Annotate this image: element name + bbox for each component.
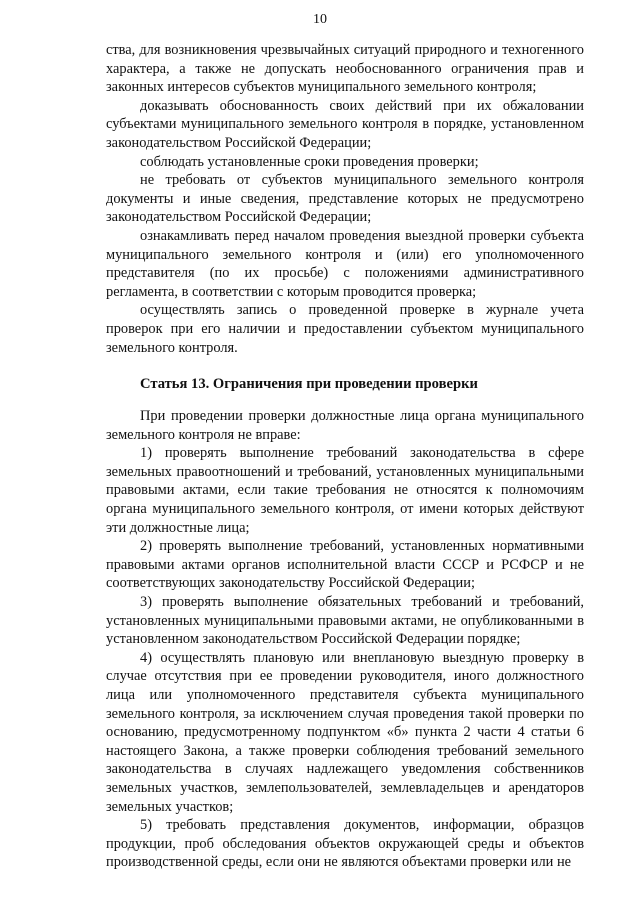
- document-body: [106, 41, 584, 872]
- paragraph-article-intro: При проведении проверки должностные лица органа муниципального земельного контроля не вправе:: [106, 408, 584, 443]
- paragraph-justify-actions: доказывать обоснованность своих действий при их обжаловании субъектами муниципального земельного контроля в порядке, установленном законодательством Российской Федерации;: [106, 97, 584, 151]
- paragraph-no-extra-documents: не требовать от субъектов муниципального земельного контроля документы и иные сведения, представление которых не предусмотрено законодательством Российской Федерации;: [106, 172, 584, 226]
- list-item-1: 1) проверять выполнение требований законодательства в сфере земельных правоотношений и требований, установленных муниципальными правовыми актами, если такие требования не относятся к полномочиям органа муниципального земельного контроля, от имени которых действуют эти должностные лица;: [106, 445, 584, 536]
- article-heading: Статья 13. Ограничения при проведении проверки: [140, 376, 478, 393]
- page-number: 10: [313, 12, 327, 27]
- paragraph-journal-record: осуществлять запись о проведенной проверке в журнале учета проверок при его наличии и предоставлении субъектом муниципального земельного контроля.: [106, 302, 584, 356]
- paragraph-familiarize-regulation: ознакамливать перед началом проведения выездной проверки субъекта муниципального земельного контроля и (или) его уполномоченного представителя (по их просьбе) с положениями административного регламента, в соответствии с которым проводится проверка;: [106, 227, 584, 300]
- list-item-5: 5) требовать представления документов, информации, образцов продукции, проб обследования объектов окружающей среды и объектов производственной среды, если они не являются объектами проверки или не: [106, 817, 584, 871]
- paragraph-observe-deadlines: соблюдать установленные сроки проведения проверки;: [140, 153, 479, 170]
- list-item-3: 3) проверять выполнение обязательных требований и требований, установленных муниципальными правовыми актами, не опубликованными в установленном законодательством Российской Федерации порядке;: [106, 594, 584, 648]
- list-item-4: 4) осуществлять плановую или внеплановую выездную проверку в случае отсутствия при ее проведении руководителя, иного должностного лица или уполномоченного представителя субъекта муниципального земельного контроля, за исключением случая проведения такой проверки по основанию, предусмотренному подпунктом «б» пункта 2 части 4 статьи 6 настоящего Закона, а также проверки соблюдения требований земельного законодательства в случаях надлежащего уведомления собственников земельных участков, землепользователей, землевладельцев и арендаторов земельных участков;: [106, 649, 584, 815]
- list-item-2: 2) проверять выполнение требований, установленных нормативными правовыми актами органов исполнительной власти СССР и РСФСР и не соответствующих законодательству Российской Федерации;: [106, 538, 584, 592]
- paragraph-continuation: ства, для возникновения чрезвычайных ситуаций природного и техногенного характера, а также не допускать необоснованного ограничения прав и законных интересов субъектов муниципального земельного контроля;: [106, 42, 584, 96]
